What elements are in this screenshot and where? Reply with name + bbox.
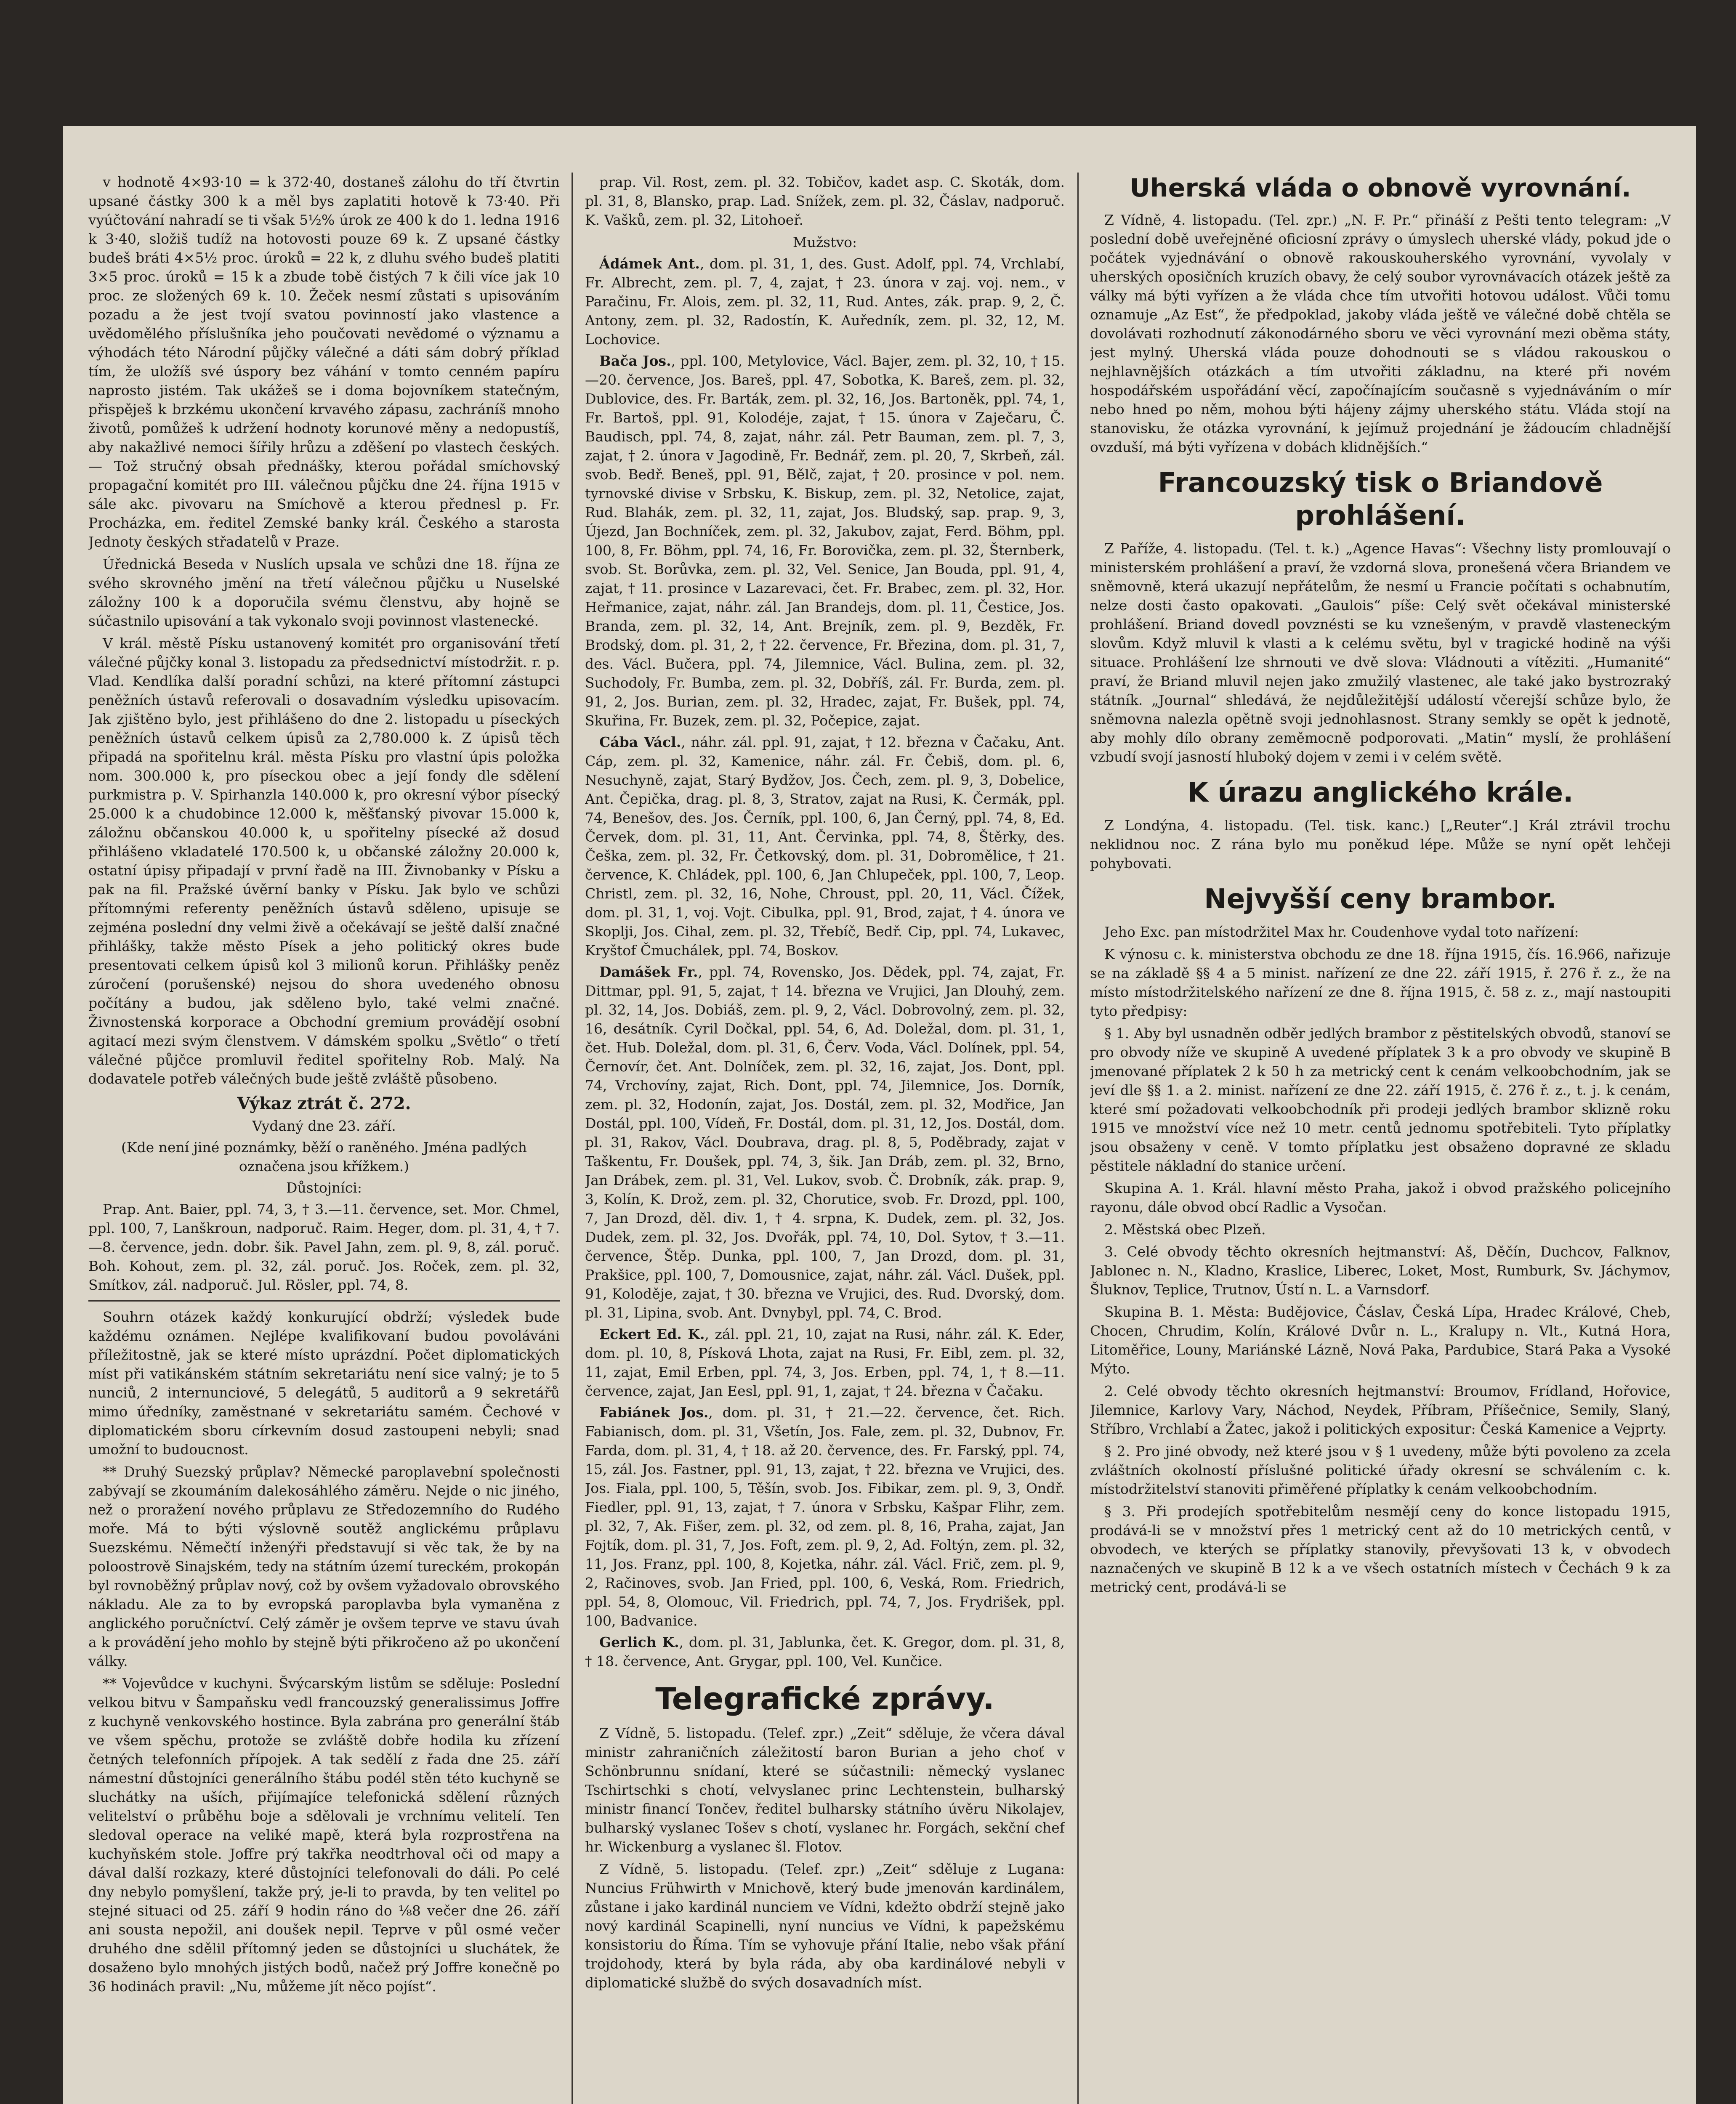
casualty-entry xyxy=(585,962,1065,1322)
potato-decree-text: K výnosu c. k. ministerstva obchodu ze dne 18. října 1915, čís. 16.966, nařizuje se na základě §§ 4 a 5 minist. nařízení ze dne 22. září 1915, ř. 276 ř. z., že na místo místodržitelského nařízení ze dne 8. října 1915, č. 58 z. z., mají nastoupiti tyto předpisy: xyxy=(1090,946,1671,1019)
casualty-entry xyxy=(585,1403,1065,1630)
casualty-entry-text: , ppl. 100, Metylovice, Václ. Bajer, zem. pl. 32, 10, † 15.—20. července, Jos. Bareš, ppl. 47, Sobotka, K. Bareš, zem. pl. 32, Dublovice, des. Fr. Barták, zem. pl. 32, 16, Jos. Bartoněk, ppl. 74, 1, Fr. Bartoš, ppl. 91, Kolodéje, zajat, † 15. února v Zaječaru, Č. Baudisch, ppl. 74, 8, zajat, náhr. zál. Petr Bauman, zem. pl. 7, 3, zajat, † 2. února v Jagodině, Fr. Bednář, zem. pl. 20, 7, Skrbeň, zál. svob. Bedř. Beneš, ppl. 91, Bělč, zajat, † 20. prosince v pol. nem. tyrnovské divise v Srbsku, K. Biskup, zem. pl. 32, Netolice, zajat, Rud. Blahák, zem. pl. 32, 11, zajat, Jos. Bludský, sap. prap. 9, 3, Újezd, Jan Bochníček, zem. pl. 32, Jakubov, zajat, Ferd. Böhm, ppl. 100, 8, Fr. Böhm, ppl. 74, 16, Fr. Borovička, zem. pl. 32, Šternberk, svob. St. Borůvka, zem. pl. 32, Vel. Senice, Jan Bouda, ppl. 91, 4, zajat, † 11. prosince v Lazarevaci, čet. Fr. Brabec, zem. pl. 32, Hor. Heřmanice, zajat, náhr. zál. Jan Brandejs, dom. pl. 11, Čestice, Jos. Branda, zem. pl. 32, 14, Ant. Brejník, zem. pl. 9, Bezděk, Fr. Brodský, dom. pl. 31, 2, † 22. července, Fr. Březina, dom. pl. 31, 7, des. Václ. Bučera, ppl. 74, Jilemnice, Václ. Bulina, zem. pl. 32, Suchodoly, Fr. Bumba, zem. pl. 32, Dobříš, zál. Fr. Burda, zem. pl. 91, 2, Jos. Burian, zem. pl. 32, Hradec, zajat, Fr. Bušek, ppl. 74, Skuřina, Fr. Buzek, zem. pl. 32, Počepice, zajat. xyxy=(585,353,1065,729)
casualty-entry-text: , dom. pl. 31, † 21.—22. července, čet. Rich. Fabianisch, dom. pl. 31, Všetín, Jos. Fale, zem. pl. 32, Dubnov, Fr. Farda, dom. pl. 31, 4, † 18. až 20. července, des. Fr. Farský, ppl. 74, 15, zál. Jos. Fastner, ppl. 91, 13, zajat, † 22. března ve Vrujici, des. Jos. Fiala, ppl. 100, 5, Těšín, svob. Jos. Fibikar, zem. pl. 9, 3, Ondř. Fiedler, ppl. 91, 13, zajat, † 7. února v Srbsku, Kašpar Flihr, zem. pl. 32, 7, Ak. Fišer, zem. pl. 32, od zem. pl. 8, 16, Praha, zajat, Jan Fojtík, dom. pl. 31, 7, Jos. Foft, zem. pl. 9, 2, Ad. Foltýn, zem. pl. 32, 11, Jos. Franz, ppl. 100, 8, Kojetka, náhr. zál. Václ. Frič, zem. pl. 9, 2, Račinoves, svob. Jan Fried, ppl. 100, 6, Veská, Rom. Friedrich, ppl. 54, 8, Olomouc, Vil. Friedrich, ppl. 74, 7, Jos. Frydrišek, ppl. 100, Badvanice. xyxy=(585,1404,1065,1629)
column-3 xyxy=(1090,173,1671,2104)
group-a-text: Skupina A. 1. Král. hlavní město Praha, jakož i obvod pražského policejního rayonu, dále obvod obcí Radlic a Vysočan. xyxy=(1090,1180,1671,1215)
group-b-item-2: 2. Celé obvody těchto okresních hejtmanství: Broumov, Frídland, Hořovice, Jilemnice, Karlovy Vary, Náchod, Neydek, Příbram, Příšečnice, Semily, Slaný, Stříbro, Vrchlabí a Žatec, jakož i politických expositur: Česká Kamenice a Vejprty. xyxy=(1090,1383,1671,1437)
potato-section-3: § 3. Při prodejích spotřebitelům nesmějí ceny do konce listopadu 1915, prodává-li se v množství přes 1 metrický cent až do 10 metrických centů, v obvodech, ve kterých se příplatky stanovily, převyšovati 13 k, v obvodech naznačených ve skupině B 12 k a ve všech ostatních místech v Čechách 9 k za metrický cent, prodává-li se xyxy=(1090,1503,1671,1595)
telegraph-news-title: Telegrafické zprávy. xyxy=(655,1681,994,1716)
column-1 xyxy=(88,173,560,2104)
losses-note: (Kde není jiné poznámky, běží o raněného. Jména padlých označena jsou křížkem.) xyxy=(121,1139,527,1174)
enlisted-subheading: Mužstvo: xyxy=(792,234,857,250)
casualty-entry-name: Eckert Ed. K. xyxy=(599,1326,705,1342)
potato-section-1: § 1. Aby byl usnadněn odběr jedlých brambor z pěstitelských obvodů, stanoví se pro obvody níže ve skupině A uvedené příplatek 3 k a pro obvody ve skupině B jmenované příplatek 2 k 50 h za metrický cent k cenám velkoobchodním, jak se jeví dle §§ 1. a 2. minist. nařízení ze dne 22. září 1915, č. 276 ř. z., t. j. k cenám, které smí požadovati velkoobchodník při prodeji jedlých brambor sklizně roku 1915 ve množství více než 10 metr. centů jednomu spotřebiteli. Tyto příplatky jsou obsaženy v ceně. V tomto příplatku jest obsaženo dopravné ze skladu pěstitele nákladní do stanice určení. xyxy=(1090,1025,1671,1174)
french-press-text: Z Paříže, 4. listopadu. (Tel. t. k.) „Agence Havas“: Všechny listy promlouvají o ministerském prohlášení a praví, že vzdorná slova, pronešená včera Briandem ve sněmovně, která ukazují nepřátelům, že nesmí u Francie počítati s ochabnutím, nelze dosti často opakovati. „Gaulois“ píše: Celý svět očekával ministerské prohlášení. Briand dovedl povznésti se ku vznešeným, v pravdě vlasteneckým slovům. Když mluvil k vlasti a k celému světu, byl v tragické hodině na výši situace. Prohlášení lze shrnouti ve dvě slova: Vládnouti a vítěziti. „Humanité“ praví, že Briand mluvil nejen jako zmužilý vlastenec, ale také jako bystrozraký státník. „Journal“ shledává, že nejdůležitější událostí včerejší schůze bylo, že sněmovna nalezla opětně svoji jednohlasnost. Strany semkly se opět k jednotě, aby mohly dílo obrany zeměmocně podporovati. „Matin“ myslí, že prohlášení vzbudí svojí jasností hluboký dojem v zemi i v celém světě. xyxy=(1090,540,1671,765)
vatican-diplomacy-text: Souhrn otázek každý konkurující obdrží; výsledek bude každému oznámen. Nejlépe kvalifikovaní budou povoláváni příležitostně, jak se které místo uprázdní. Počet diplomatických míst při vatikánském státním sekretariátu není sice valný; je to 5 nunciů, 2 internunciové, 5 delegátů, 5 auditorů a 9 sekretářů mimo úředníky, zaměstnané v sekretariátu samém. Čechové v diplomatickém sboru církevním dosud zastoupeni nebyli; snad umožní to budoucnost. xyxy=(88,1309,560,1458)
casualty-entry-text: , ppl. 74, Rovensko, Jos. Dědek, ppl. 74, zajat, Fr. Dittmar, ppl. 91, 5, zajat, † 14. března ve Vrujici, Jan Dlouhý, zem. pl. 32, 14, Jos. Dobiáš, zem. pl. 9, 2, Václ. Dobrovolný, zem. pl. 32, 16, desátník. Cyril Dočkal, ppl. 54, 6, Ad. Doležal, dom. pl. 31, 1, čet. Hub. Doležal, dom. pl. 31, 6, Červ. Voda, Václ. Dolínek, ppl. 54, Černovír, čet. Ant. Dolníček, zem. pl. 32, 16, zajat, Jos. Dont, ppl. 74, Vrchovíny, zajat, Rich. Dont, ppl. 74, Jilemnice, Jos. Dorník, zem. pl. 32, Hodonín, zajat, Jos. Dostál, zem. pl. 32, Modřice, Jan Dostál, ppl. 100, Vídeň, Fr. Dostál, dom. pl. 31, 12, Jos. Dostál, dom. pl. 31, Rakov, Václ. Doubrava, drag. pl. 8, 5, Poděbrady, zajat v Taškentu, Fr. Doušek, ppl. 74, 3, šik. Jan Dráb, zem. pl. 32, Brno, Jan Drábek, zem. pl. 31, Vel. Lukov, svob. Č. Drobník, zák. prap. 9, 3, Kolín, K. Drož, zem. pl. 32, Chorutice, svob. Fr. Drozd, ppl. 100, 7, Jan Drozd, děl. div. 1, † 4. srpna, K. Dudek, zem. pl. 32, Jos. Dudek, zem. pl. 32, Jos. Dvořák, ppl. 74, 10, Dol. Sytov, † 3.—11. července, Štěp. Dunka, ppl. 100, 7, Jan Drozd, dom. pl. 31, Prakšice, ppl. 100, 7, Domousnice, zajat, náhr. zál. Václ. Dušek, ppl. 91, Koloděje, zajat, † 30. března ve Vrujici, des. Rud. Dvorský, dom. pl. 31, Lipina, svob. Ant. Dvnybyl, ppl. 74, C. Brod. xyxy=(585,964,1065,1321)
section-divider xyxy=(88,1300,560,1302)
casualty-entry-text: , náhr. zál. ppl. 91, zajat, † 12. března v Čačaku, Ant. Cáp, zem. pl. 32, Kamenice, náhr. zál. Fr. Čebiš, dom. pl. 6, Nesuchyně, zajat, Starý Bydžov, Jos. Čech, zem. pl. 9, 3, Dobelice, Ant. Čepička, drag. pl. 8, 3, Stratov, zajat na Rusi, K. Čermák, ppl. 74, Benešov, des. Jos. Černík, ppl. 100, 6, Jan Černý, ppl. 74, 8, Ed. Červek, dom. pl. 31, 11, Ant. Červinka, ppl. 74, 8, Štěrky, des. Češka, zem. pl. 32, Fr. Četkovský, dom. pl. 31, Dobromělice, † 21. července, K. Chládek, ppl. 100, 6, Jan Chlupeček, ppl. 100, 7, Leop. Christl, zem. pl. 32, 16, Nohe, Chroust, ppl. 20, 11, Václ. Čížek, dom. pl. 31, 1, voj. Vojt. Cibulka, ppl. 91, Brod, zajat, † 4. února ve Skoplji, Jos. Cihal, zem. pl. 32, Třebíč, Bedř. Cip, ppl. 74, Lukavec, Kryštof Čmuchálek, ppl. 74, Boskov. xyxy=(585,734,1065,959)
losses-date: Vydaný dne 23. září. xyxy=(252,1118,396,1134)
hungarian-government-text: Z Vídně, 4. listopadu. (Tel. zpr.) „N. F. Pr.“ přináší z Pešti tento telegram: „V poslední době uveřejněné oficiosní zprávy o úmyslech uherské vlády, pokud jde o počátek vyjednávání o obnově rakouskouherského vyrovnání, vyvolaly v uherských oposičních kruzích obavy, že celý soubor vyrovnávacích otázek ještě za války má býti vyřízen a že vláda chce tím utvořiti hotovou událost. Vůči tomu oznamuje „Az Est“, že předpoklad, jakoby vláda ještě ve válečné době chtěla se dovolávati rozhodnutí zákonodárného sboru ve věci vyrovnání mezi oběma státy, jest mylný. Uherská vláda pouze dohodnouti se s vládou rakouskou o nejhlavnějších otázkách a tím utvořiti základnu, na které při novém hospodářském uspořádání věcí, započínajícím současně s vyjednáváním o mír nebo hned po něm, mohou býti hájeny zájmy uherského státu. Vláda stojí na stanovisku, že otázka vyrovnání, k jejímuž projednání je žádoucím chladnější ovzduší, má býti vyřízena v dobách klidnějších.“ xyxy=(1090,212,1671,455)
casualty-entry xyxy=(585,733,1065,960)
casualty-entry-text: , dom. pl. 31, Jablunka, čet. K. Gregor, dom. pl. 31, 8, † 18. července, Ant. Grygar, ppl. 100, Vel. Kunčice. xyxy=(585,1634,1065,1669)
suez-canal-text: ** Druhý Suezský průplav? Německé paroplavební společnosti zabývají se zkoumáním dalekosáhlého záměru. Nejde o nic jiného, než o proražení nového průplavu ze Středozemního do Rudého moře. Má to býti výslovně soutěž anglickému průplavu Suezskému. Němečtí inženýři představují si věc tak, že by na poloostrově Sinajském, tedy na státním území tureckém, prokopán byl rovnoběžný průplav nový, což by ovšem vyžadovalo obrovského nákladu. Ale za to by evropská paroplavba byla vymaněna z anglického poručníctví. Celý záměr je ovšem teprve ve stavu úvah a k provádění jeho mohlo by stejně býti přikročeno až po ukončení války. xyxy=(88,1464,560,1669)
pisek-committee-text: V král. městě Písku ustanovený komitét pro organisování třetí válečné půjčky konal 3. listopadu za předsednictví místodržit. r. p. Vlad. Kendlíka další poradní schůzi, na které přítomní zástupci peněžních ústavů referovali o dosavadním výsledku upisovacím. Jak zjištěno bylo, jest přihlášeno do dne 2. listopadu u píseckých peněžních ústavů celkem úpisů za 2,780.000 k. Z úpisů těch připadá na spořitelnu král. města Písku pro vlastní úpis položka nom. 300.000 k, pro píseckou obec a její fondy dle sdělení purkmistra p. V. Spirhanzla 140.000 k, pro okresní výbor písecký 25.000 k a chudobince 12.000 k, měšťanský pivovar 15.000 k, záložnu občanskou 40.000 k, u spořitelny písecké až dosud přihlášeno vkladatelé 170.500 k, u občanské záložny 20.000 k, ostatní úpisy připadají v první řadě na III. Živnobanky v Písku a pak na fil. Pražské úvěrní banky v Písku. Jak bylo ve schůzi přítomnými referenty peněžních ústavů sděleno, upisuje se zejména poslední dny velmi živě a očekávají se ještě další značné přihlášky, takže město Písek a jeho politický okres bude presentovati celkem úpisů kol 3 milionů korun. Přihlášky peněz zúročení (porušenské) nejsou do shora uvedeného obnosu počítány a budou, jak sděleno bylo, také velmi značné. Živnostenská korporace a Obchodní gremium provádějí osobní agitací mezi svým členstvem. V dámském spolku „Světlo“ o třetí válečné půjčce promluvil ředitel spořitelny Rob. Malý. Na dodavatele potřeb válečných bude ještě zvláště působeno. xyxy=(88,635,560,1087)
hungarian-government-title: Uherská vláda o obnově vyrovnání. xyxy=(1130,173,1631,203)
casualty-entry xyxy=(585,1325,1065,1400)
group-a-item-2: 2. Městská obec Plzeň. xyxy=(1104,1221,1266,1238)
casualty-entry-text: , dom. pl. 31, 1, des. Gust. Adolf, ppl. 74, Vrchlabí, Fr. Albrecht, zem. pl. 7, 4, zajat, † 23. února v zaj. voj. nem., v Paračinu, Fr. Alois, zem. pl. 32, 11, Rud. Antes, zák. prap. 9, 2, Č. Antony, zem. pl. 32, Radostín, K. Auředník, zem. pl. 32, 12, M. Lochovice. xyxy=(585,255,1065,348)
casualty-entry-name: Cába Václ. xyxy=(599,734,681,750)
group-a-item-3: 3. Celé obvody těchto okresních hejtmanství: Aš, Děčín, Duchcov, Falknov, Jablonec n. N., Kladno, Kraslice, Liberec, Loket, Most, Rumburk, Sv. Jáchymov, Šluknov, Teplice, Trutnov, Ústí n. L. a Varnsdorf. xyxy=(1090,1243,1671,1298)
casualty-entry xyxy=(585,351,1065,730)
losses-officers-continued: prap. Vil. Rost, zem. pl. 32. Tobičov, kadet asp. C. Skoták, dom. pl. 31, 8, Blansko, prap. Lad. Snížek, zem. pl. 32, Čáslav, nadporuč. K. Vašků, zem. pl. 32, Litohoeř. xyxy=(585,174,1065,228)
casualty-entry-name: Ádámek Ant. xyxy=(599,255,700,272)
casualty-entry-name: Bača Jos. xyxy=(599,353,671,369)
potato-section-2: § 2. Pro jiné obvody, než které jsou v § 1 uvedeny, může býti povoleno za zcela zvláštních okolností příslušné politické úřady okresní se schválením c. k. místodržitelství stanoviti přiměřené příplatky k cenám velkoobchodním. xyxy=(1090,1443,1671,1497)
french-press-title: Francouzský tisk o Briandově prohlášení. xyxy=(1158,468,1603,531)
column-rule xyxy=(572,173,573,2104)
casualty-entry-name: Fabiánek Jos. xyxy=(599,1404,709,1421)
losses-title: Výkaz ztrát č. 272. xyxy=(237,1094,411,1113)
column-2 xyxy=(585,173,1065,2104)
war-loan-lecture-text: v hodnotě 4×93·10 = k 372·40, dostaneš zálohu do tří čtvrtin upsané částky 300 k a měl bys zaplatiti hotově k 73·40. Při vyúčtování nahradí se ti však 5½% úrok ze 400 k do 1. ledna 1916 k 3·40, složiš tudíž na hotovosti pouze 69 k. Z upsané částky budeš bráti 4×5½ proc. úroků = 22 k, z dluhu svého budeš platiti 3×5 proc. úroků = 15 k a zbude tobě čistých 7 k čili více jak 10 proc. ze složených 69 k. 10. Žeček nesmí zůstati s upisováním pozadu a že jest tvojí svatou povinností jako vlastence a uvědomělého příslušníka jeho poučovati nevědomé o významu a výhodách této Národní půjčky válečné a dáti sám dobrý příklad tím, že uložíš své úspory bez váhání v tomto cenném papíru naprosto jistém. Tak ukážeš se i doma bojovníkem statečným, přispěješ k brzkému ukončení krvavého zápasu, zachráníš mnoho životů, pomůžeš k udržení hodnoty korunové měny a nedopustíš, aby nakažlivé nemoci šířily hrůzu a zděšení po vlastech českých. — Tož stručný obsah přednášky, kterou pořádal smíchovský propagační komitét pro III. válečnou půjčku dne 24. října 1915 v sále akc. pivovaru na Smíchově a kterou přednesl p. Fr. Procházka, em. ředitel Zemské banky král. Českého a starosta Jednoty českých střadatelů v Praze. xyxy=(88,174,560,550)
column-rule xyxy=(1077,173,1079,2104)
losses-officers-text: Prap. Ant. Baier, ppl. 74, 3, † 3.—11. července, set. Mor. Chmel, ppl. 100, 7, Lanškroun, nadporuč. Raim. Heger, dom. pl. 31, 4, † 7.—8. července, jedn. dobr. šik. Pavel Jahn, zem. pl. 9, 8, zál. poruč. Boh. Kohout, zem. pl. 32, zál. poruč. Jos. Roček, zem. pl. 32, Smítkov, zál. nadporuč. Jul. Rösler, ppl. 74, 8. xyxy=(88,1201,560,1293)
joffre-kitchen-text: ** Vojevůdce v kuchyni. Švýcarským listům se sděluje: Poslední velkou bitvu v Šampaňsku vedl francouzský generalissimus Joffre z kuchyně venkovského hostince. Byla zabrána pro generální štáb ve všem spěchu, protože se zvláště dobře hodila ku zřízení četných telefonních přípojek. A tak sedělí z řada dne 25. září námestní důstojníci generálního štábu podél stěn této kuchyně se sluchátky na uších, přijímajíce telefonická sdělení různých velitelství o průběhu boje a sdělovali je vrchnímu velitelí. Ten sledoval operace na veliké mapě, která byla rozprostřena na kuchyňském stole. Joffre prý takřka neodtrhoval oči od mapy a dával další rozkazy, které důstojníci telefonovali do dáli. Po celé dny nebylo pomyšlení, takže prý, je-li to pravda, by ten velitel po stejné situaci od 25. září 9 hodin ráno do ⅛8 večer dne 26. září ani sousta nepožil, ani doušek nepil. Teprve v půl osmé večer druhého dne sdělil přítomný jeden se důstojníci u sluchátek, že dosaženo bylo mnohých jistých bodů, načež prý Joffre konečně po 36 hodinách pravil: „Nu, můžeme jít něco pojíst“. xyxy=(88,1675,560,1995)
group-b-text: Skupina B. 1. Města: Budějovice, Čáslav, Česká Lípa, Hradec Králové, Cheb, Chocen, Chrudim, Kolín, Králové Dvůr n. L., Kralupy n. Vlt., Kutná Hora, Litoměřice, Louny, Mariánské Lázně, Nová Paka, Pardubice, Stará Paka a Vysoké Mýto. xyxy=(1090,1304,1671,1377)
nuncius-text: Z Vídně, 5. listopadu. (Telef. zpr.) „Zeit“ sděluje z Lugana: Nuncius Frühwirth v Mnichově, který bude jmenován kardinálem, zůstane i jako kardinál nunciem ve Vídni, kdežto obdrží stejně jako nový kardinál Scapinelli, nyní nuncius ve Vídni, k papežskému konsistoriu do Říma. Tím se vyhovuje přání Italie, nebo však přání trojdohody, která by byla ráda, aby oba kardinálové nebyli v diplomatické službě do svých dosavadních míst. xyxy=(585,1861,1065,1991)
beseda-nusle-text: Úřednická Beseda v Nuslích upsala ve schůzi dne 18. října ze svého skrovného jmění na třetí válečnou půjčku u Nuselské záložny 100 k a doporučila svému členstvu, aby hojně se súčastnilo upisování a tak vykonalo svoji povinnost vlastenecké. xyxy=(88,556,560,629)
king-accident-text: Z Londýna, 4. listopadu. (Tel. tisk. kanc.) [„Reuter“.] Král ztrávil trochu neklidnou noc. Z rána bylo mu poněkud lépe. Může se nyní opět lehčeji pohybovati. xyxy=(1090,817,1671,871)
potato-intro: Jeho Exc. pan místodržitel Max hr. Coudenhove vydal toto nařízení: xyxy=(1104,924,1579,940)
casualty-entry-name: Gerlich K. xyxy=(599,1634,679,1650)
casualty-entry-name: Damášek Fr. xyxy=(599,964,698,980)
casualty-entry-text: , zál. ppl. 21, 10, zajat na Rusi, náhr. zál. K. Eder, dom. pl. 10, 8, Písková Lhota, zajat na Rusi, Fr. Eibl, zem. pl. 32, 11, zajat, Emil Erben, ppl. 74, 3, Jos. Erben, ppl. 74, 1, † 8.—11. července, zajat, Jan Eesl, ppl. 91, 1, zajat, † 24. března v Čačaku. xyxy=(585,1326,1065,1399)
zeit-breakfast-text: Z Vídně, 5. listopadu. (Telef. zpr.) „Zeit“ sděluje, že včera dával ministr zahraničních záležitostí baron Burian a jeho choť v Schönbrunnu snídaní, které se súčastnili: německý vyslanec Tschirtschki s chotí, velvyslanec princ Lechtenstein, bulharský ministr financí Tončev, ředitel bulharsky státního úvěru Nikolajev, bulharský vyslanec Tošev s chotí, vyslanec hr. Forgách, sekční chef hr. Wickenburg a vyslanec šl. Flotov. xyxy=(585,1725,1065,1855)
casualty-entry xyxy=(585,1633,1065,1671)
casualty-list xyxy=(585,254,1065,1671)
newspaper-page xyxy=(63,126,1696,2104)
losses-subheading: Důstojníci: xyxy=(286,1180,362,1196)
potato-prices-title: Nejvyšší ceny brambor. xyxy=(1204,884,1557,915)
casualty-entry xyxy=(585,254,1065,349)
king-accident-title: K úrazu anglického krále. xyxy=(1187,777,1574,808)
